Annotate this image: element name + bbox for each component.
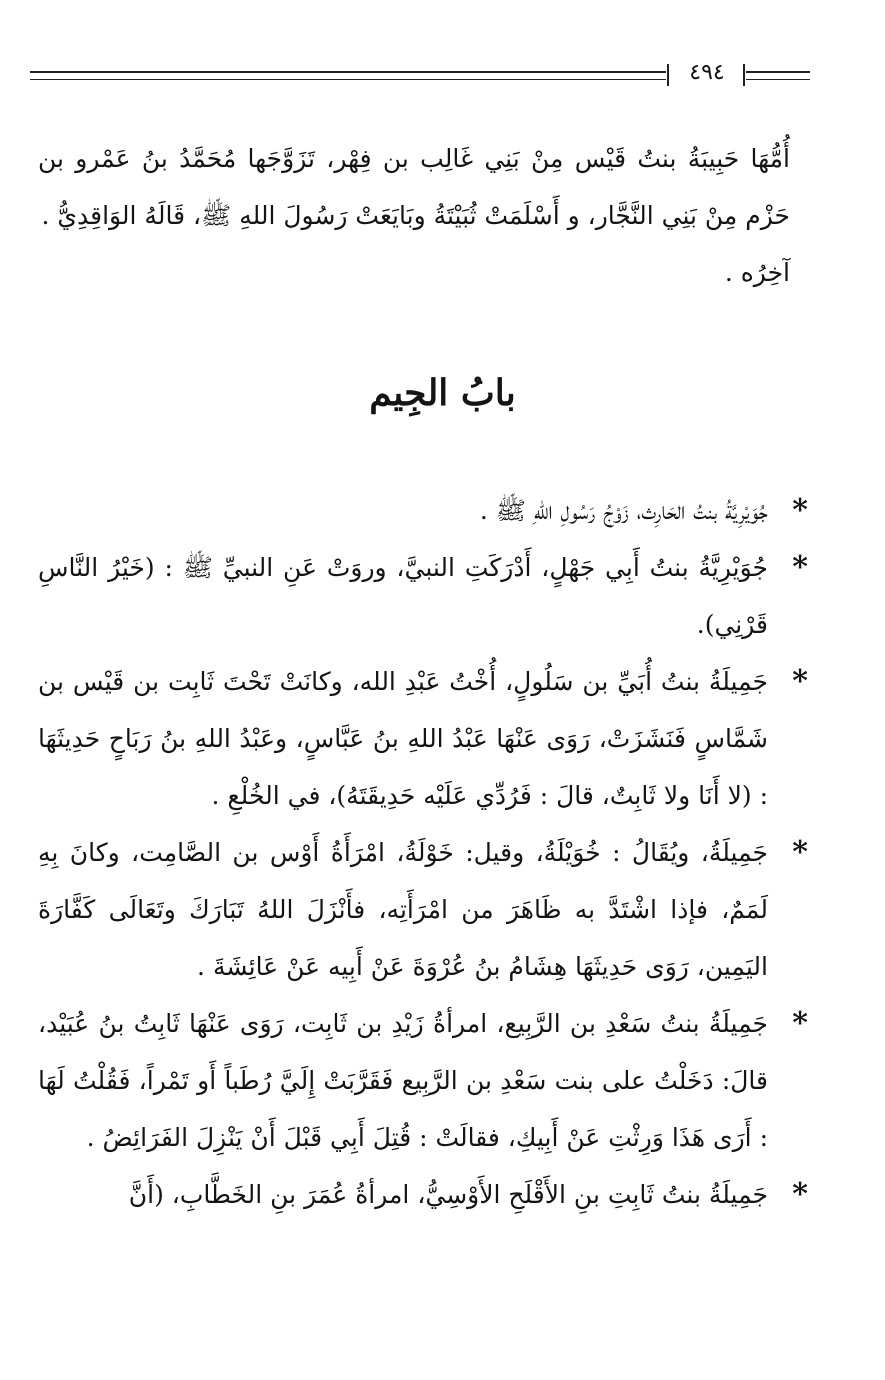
end-note: آخِرُه . — [724, 258, 790, 287]
asterisk-bullet-icon: * — [792, 835, 808, 870]
asterisk-bullet-icon: * — [792, 1177, 808, 1212]
asterisk-bullet-icon: * — [792, 550, 808, 585]
chapter-title: بابُ الجِيم — [369, 372, 516, 414]
asterisk-bullet-icon: * — [792, 1006, 808, 1041]
intro-text: أُمُّهَا حَبِيبَةُ بنتُ قَيْس مِنْ بَنِي غَالِب بن فِهْر، تَزَوَّجَها مُحَمَّدُ بنُ عَمْرو بن حَزْم مِنْ بَنِي النَّجَّار، و أَسْلَمَتْ ثُبَيْتَةُ وبَايَعَتْ رَسُولَ اللهِ ﷺ، قَالَهُ الوَاقِدِيُّ . — [38, 144, 790, 230]
list-item — [38, 995, 808, 1166]
header-rule-right — [746, 71, 810, 80]
page-number: ٤٩٤ — [689, 60, 725, 85]
entry-text: جَمِيلَةُ بنتُ سَعْدِ بن الرَّبِيع، امرأةُ زَيْدِ بن ثَابِت، رَوَى عَنْهَا ثَابِتُ بنُ عُبَيْد، قالَ: دَخَلْتُ على بنت سَعْدِ بن الرَّبِيع فَقَرَّبَتْ إِلَيَّ رُطَباً أَو تَمْراً، فَقُلْتُ لَهَا : أَرَى هَذَا وَرِثْتِ عَنْ أَبِيكِ، فقالَتْ : قُتِلَ أَبِي قَبْلَ أَنْ يَنْزِلَ الفَرَائِضُ . — [38, 1009, 768, 1152]
intro-paragraph — [38, 130, 790, 301]
list-item — [38, 1166, 808, 1223]
entry-text: جُوَيْرِيَّةُ بنتُ الحَارِث، زَوْجُ رَسُولِ اللهِ ﷺ . — [479, 496, 768, 525]
entry-list — [38, 482, 808, 1223]
list-item — [38, 482, 808, 539]
header-divider-tick — [667, 64, 669, 86]
asterisk-bullet-icon: * — [792, 664, 808, 699]
list-item — [38, 653, 808, 824]
asterisk-bullet-icon: * — [792, 493, 808, 528]
page-header — [30, 62, 810, 88]
entry-text: جُوَيْرِيَّةُ بنتُ أَبِي جَهْلٍ، أَدْرَكَتِ النبيَّ، وروَتْ عَنِ النبيِّ ﷺ : (خَيْرُ النَّاسِ قَرْنِي). — [38, 553, 768, 639]
entry-text: جَمِيلَةُ، ويُقَالُ : خُوَيْلَةُ، وقيل: خَوْلَةُ، امْرَأَةُ أَوْس بن الصَّامِت، وكانَ بِهِ لَمَمٌ، فإذا اشْتَدَّ به ظَاهَرَ من امْرَأَتِه، فأَنْزَلَ اللهُ تَبَارَكَ وتَعَالَى كَفَّارَةَ اليَمِين، رَوَى حَدِيثَهَا هِشَامُ بنُ عُرْوَةَ عَنْ أَبِيه عَنْ عَائِشَةَ . — [38, 838, 768, 981]
entry-text: جَمِيلَةُ بنتُ أُبَيِّ بن سَلُولٍ، أُخْتُ عَبْدِ الله، وكانَتْ تَحْتَ ثَابِت بن قَيْس بن شَمَّاسٍ فَنَشَزَتْ، رَوَى عَنْهَا عَبْدُ اللهِ بنُ عَبَّاسٍ، وعَبْدُ اللهِ بنُ رَبَاحٍ حَدِيثَهَا : (لا أَنَا ولا ثَابِتٌ، قالَ : فَرُدِّي عَلَيْه حَدِيقَتَهُ)، في الخُلْعِ . — [38, 667, 768, 810]
header-rule-left — [30, 71, 666, 80]
entry-text: جَمِيلَةُ بنتُ ثَابِتِ بنِ الأَقْلَحِ الأَوْسِيُّ، امرأةُ عُمَرَ بنِ الخَطَّابِ، (أَنَّ — [128, 1180, 768, 1209]
header-divider-tick — [743, 64, 745, 86]
list-item — [38, 824, 808, 995]
list-item — [38, 539, 808, 653]
